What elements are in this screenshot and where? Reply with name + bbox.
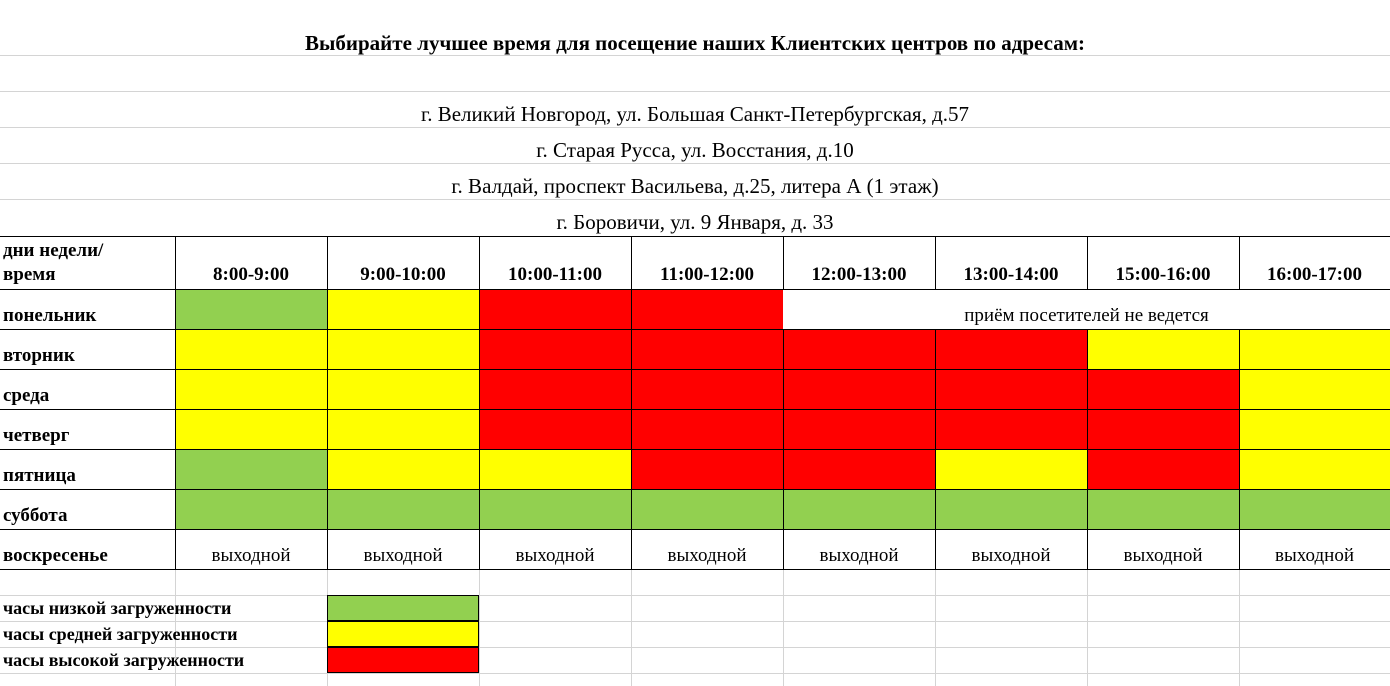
time-slot-header: 9:00-10:00 [360, 264, 446, 285]
load-cell-low [175, 489, 327, 529]
load-cell-high [479, 329, 631, 369]
load-cell-high [935, 329, 1087, 369]
day-off-cell: выходной [1275, 545, 1354, 566]
gridline [0, 91, 1390, 92]
day-label: воскресенье [3, 545, 108, 566]
gridline [783, 569, 784, 686]
load-cell-medium [327, 369, 479, 409]
gridline [0, 163, 1390, 164]
gridline [479, 569, 480, 686]
load-cell-medium [1239, 449, 1390, 489]
gridline [0, 199, 1390, 200]
load-cell-high [783, 449, 935, 489]
load-cell-low [175, 289, 327, 329]
gridline [631, 569, 632, 686]
load-cell-high [935, 409, 1087, 449]
day-off-cell: выходной [1123, 545, 1203, 566]
address-line: г. Великий Новгород, ул. Большая Санкт-Петербургская, д.57 [420, 102, 970, 126]
load-cell-low [1239, 489, 1390, 529]
address-line: г. Боровичи, ул. 9 Января, д. 33 [556, 210, 834, 234]
time-slot-header: 10:00-11:00 [508, 264, 602, 285]
gridline [0, 647, 1390, 648]
address-line: г. Старая Русса, ул. Восстания, д.10 [536, 138, 854, 162]
gridline [0, 127, 1390, 128]
day-off-cell: выходной [211, 545, 291, 566]
time-slot-header: 8:00-9:00 [213, 264, 289, 285]
day-off-cell: выходной [515, 545, 595, 566]
legend-swatch-low [327, 595, 479, 621]
load-cell-low [175, 449, 327, 489]
load-cell-high [479, 409, 631, 449]
load-cell-medium [175, 369, 327, 409]
load-cell-high [631, 369, 783, 409]
load-cell-medium [327, 409, 479, 449]
load-cell-low [783, 489, 935, 529]
time-slot-header: 15:00-16:00 [1115, 264, 1211, 285]
legend-label-medium: часы средней загруженности [3, 624, 238, 644]
legend-label-low: часы низкой загруженности [3, 598, 232, 618]
time-slot-header: 16:00-17:00 [1267, 264, 1362, 285]
gridline [1239, 569, 1240, 686]
load-cell-low [327, 489, 479, 529]
day-label: среда [3, 385, 50, 406]
load-cell-medium [1239, 329, 1390, 369]
load-cell-low [479, 489, 631, 529]
no-reception-note: приём посетителей не ведется [964, 305, 1209, 326]
day-off-cell: выходной [819, 545, 899, 566]
gridline [0, 673, 1390, 674]
load-cell-high [1087, 449, 1239, 489]
gridline [0, 621, 1390, 622]
corner-line: время [3, 264, 56, 285]
load-cell-medium [935, 449, 1087, 489]
load-cell-high [1087, 409, 1239, 449]
day-off-cell: выходной [363, 545, 443, 566]
gridline [935, 569, 936, 686]
address-line: г. Валдай, проспект Васильева, д.25, литера А (1 этаж) [451, 174, 939, 198]
load-cell-medium [175, 409, 327, 449]
load-cell-high [631, 289, 783, 329]
load-cell-low [1087, 489, 1239, 529]
load-cell-medium [479, 449, 631, 489]
gridline [0, 595, 1390, 596]
day-label: вторник [3, 345, 75, 366]
legend-swatch-medium [327, 621, 479, 647]
corner-line: дни недели/ [3, 240, 104, 261]
load-cell-high [935, 369, 1087, 409]
time-slot-header: 11:00-12:00 [660, 264, 754, 285]
day-label: суббота [3, 505, 68, 526]
load-cell-medium [175, 329, 327, 369]
load-cell-high [783, 369, 935, 409]
load-cell-medium [327, 289, 479, 329]
load-cell-high [479, 289, 631, 329]
day-off-cell: выходной [667, 545, 747, 566]
legend-label-high: часы высокой загруженности [3, 650, 245, 670]
load-cell-medium [1239, 409, 1390, 449]
day-label: четверг [3, 425, 70, 446]
load-cell-high [631, 329, 783, 369]
day-label: пятница [3, 465, 76, 486]
load-cell-low [935, 489, 1087, 529]
load-cell-low [631, 489, 783, 529]
load-cell-medium [1087, 329, 1239, 369]
time-slot-header: 12:00-13:00 [811, 264, 907, 285]
load-cell-high [479, 369, 631, 409]
column-header-corner [3, 239, 103, 287]
legend-swatch-high [327, 647, 479, 673]
day-off-cell: выходной [971, 545, 1051, 566]
load-cell-high [631, 449, 783, 489]
load-cell-high [783, 409, 935, 449]
load-cell-medium [1239, 369, 1390, 409]
time-slot-header: 13:00-14:00 [963, 264, 1059, 285]
load-cell-high [1087, 369, 1239, 409]
day-label: понельник [3, 305, 97, 326]
page-title: Выбирайте лучшее время для посещение наших Клиентских центров по адресам: [305, 31, 1085, 55]
load-cell-high [631, 409, 783, 449]
load-cell-medium [327, 449, 479, 489]
gridline [0, 569, 1390, 570]
load-cell-medium [327, 329, 479, 369]
gridline [1087, 569, 1088, 686]
load-cell-high [783, 329, 935, 369]
